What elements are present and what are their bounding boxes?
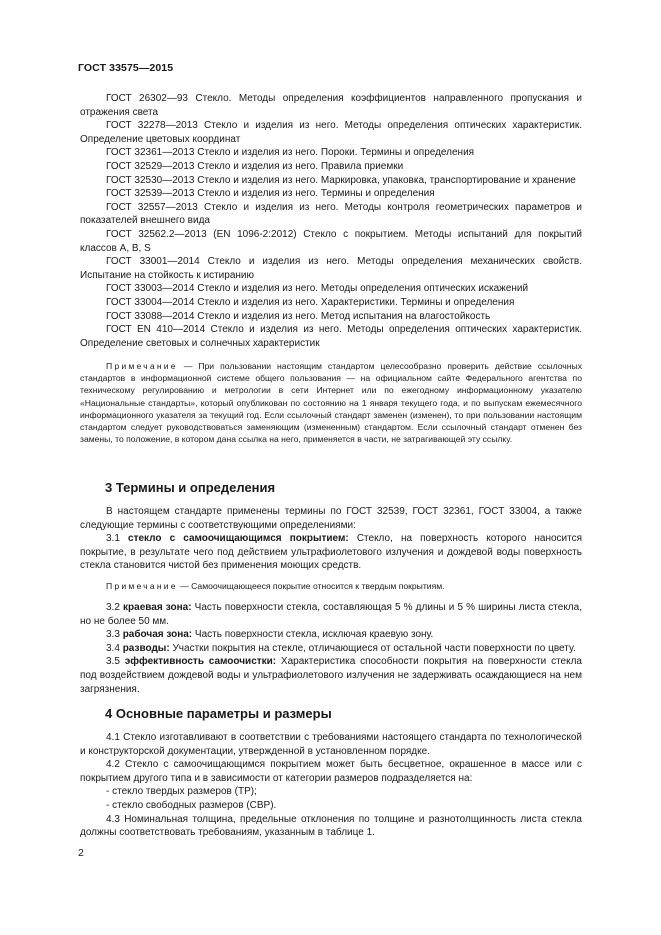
section-4-body xyxy=(80,731,582,840)
section-3-body xyxy=(80,505,582,696)
paragraph-4-2: 4.2 Стекло с самоочищающимся покрытием может быть бесцветное, окрашенное в массе или с покрытием другого типа и в зависимости от категории размеров подразделяется на: xyxy=(80,759,582,784)
list-item: - стекло твердых размеров (ТР); xyxy=(106,786,257,798)
note-text: — При пользовании настоящим стандартом целесообразно проверить действие ссылочных стандартов в информационной системе общего пользования — на официальном сайте Федерального агентства по техническому регулированию и метрологии в сети Интернет или по ежегодному информационному указателю «Национальные стандарты», который опубликован по состоянию на 1 января текущего года, и по выпускам ежемесячного информационного указателя за текущий год. Если ссылочный стандарт заменен (изменен), то при пользовании настоящим стандартом следует руководствоваться заменяющим (измененным) стандартом. Если ссылочный стандарт отменен без замены, то положение, в котором дана ссылка на него, применяется в части, не затрагивающей эту ссылку. xyxy=(80,361,582,445)
reference-item: ГОСТ 32530—2013 Стекло и изделия из него. Маркировка, упаковка, транспортирование и хранение xyxy=(106,174,576,186)
reference-item: ГОСТ 26302—93 Стекло. Методы определения коэффициентов направленного пропускания и отражения света xyxy=(80,93,582,118)
term-3-4: 3.4 разводы: Участки покрытия на стекле, отличающиеся от остальной части поверхности по цвету. xyxy=(106,642,576,654)
reference-item: ГОСТ 33004—2014 Стекло и изделия из него. Характеристики. Термины и определения xyxy=(106,296,515,308)
term-note: Примечание — Самоочищающееся покрытие относится к твердым покрытиям. xyxy=(106,580,445,591)
term-3-5-name: эффективность самоочистки: xyxy=(124,656,277,668)
term-3-2-name: краевая зона: xyxy=(123,601,192,613)
reference-item: ГОСТ 32361—2013 Стекло и изделия из него. Пороки. Термины и определения xyxy=(106,147,475,159)
note-label: Примечание xyxy=(106,361,178,371)
reference-item: ГОСТ 33003—2014 Стекло и изделия из него. Методы определения оптических искажений xyxy=(106,283,529,295)
references-note xyxy=(80,360,582,445)
term-3-3-name: рабочая зона: xyxy=(122,629,193,641)
reference-item: ГОСТ 32529—2013 Стекло и изделия из него. Правила приемки xyxy=(106,160,404,172)
reference-item: ГОСТ 33088—2014 Стекло и изделия из него. Метод испытания на влагостойкость xyxy=(106,310,491,322)
normative-references-list xyxy=(80,92,582,350)
section-3-intro: В настоящем стандарте применены термины по ГОСТ 32539, ГОСТ 32361, ГОСТ 33004, а также следующие термины с соответствующими определениями: xyxy=(80,506,582,531)
term-3-1: 3.1 стекло с самоочищающимся покрытием: Стекло, на поверхность которого наносится покрытие, в результате чего под действием ультрафиолетового излучения и дождевой воды поверхность стекла становится чистой без применения моющих средств. xyxy=(80,533,583,572)
term-3-2: 3.2 краевая зона: Часть поверхности стекла, составляющая 5 % длины и 5 % ширины листа стекла, но не более 50 мм. xyxy=(80,601,582,627)
reference-item: ГОСТ 33001—2014 Стекло и изделия из него. Методы определения механических свойств. Испытание на стойкость к истиранию xyxy=(80,256,582,281)
reference-item: ГОСТ 32278—2013 Стекло и изделия из него. Методы определения оптических характеристик. Определение цветовых координат xyxy=(80,120,582,145)
reference-item: ГОСТ 32539—2013 Стекло и изделия из него. Термины и определения xyxy=(106,188,435,200)
paragraph-4-1: 4.1 Стекло изготавливают в соответствии с требованиями настоящего стандарта по технологической и конструкторской документации, утвержденной в установленном порядке. xyxy=(80,732,582,757)
page-number: 2 xyxy=(78,847,84,859)
list-item: - стекло свободных размеров (СВР). xyxy=(106,799,277,811)
term-3-3: 3.3 рабочая зона: Часть поверхности стекла, исключая краевую зону. xyxy=(106,629,434,641)
section-3-heading: 3 Термины и определения xyxy=(105,480,276,495)
term-3-1-name: стекло с самоочищающимся покрытием: xyxy=(128,533,349,545)
paragraph-4-3: 4.3 Номинальная толщина, предельные отклонения по толщине и разнотолщинность листа стекла должны соответствовать требованиям, указанным в таблице 1. xyxy=(80,813,582,839)
section-4-heading: 4 Основные параметры и размеры xyxy=(105,706,332,721)
standard-header: ГОСТ 33575—2015 xyxy=(78,62,174,74)
term-3-5: 3.5 эффективность самоочистки: Характеристика способности покрытия на поверхности стекла под воздействием дождевой воды и ультрафиолетового излучения не задерживать осаждающиеся на нем загрязнения. xyxy=(80,656,582,695)
reference-item: ГОСТ EN 410—2014 Стекло и изделия из него. Методы определения оптических характеристик. Определение световых и солнечных характеристик xyxy=(80,324,582,349)
reference-item: ГОСТ 32557—2013 Стекло и изделия из него. Методы контроля геометрических параметров и показателей внешнего вида xyxy=(80,201,582,227)
reference-item: ГОСТ 32562.2—2013 (EN 1096-2:2012) Стекло с покрытием. Методы испытаний для покрытий классов A, B, S xyxy=(80,228,582,254)
term-3-4-name: разводы: xyxy=(122,642,170,654)
